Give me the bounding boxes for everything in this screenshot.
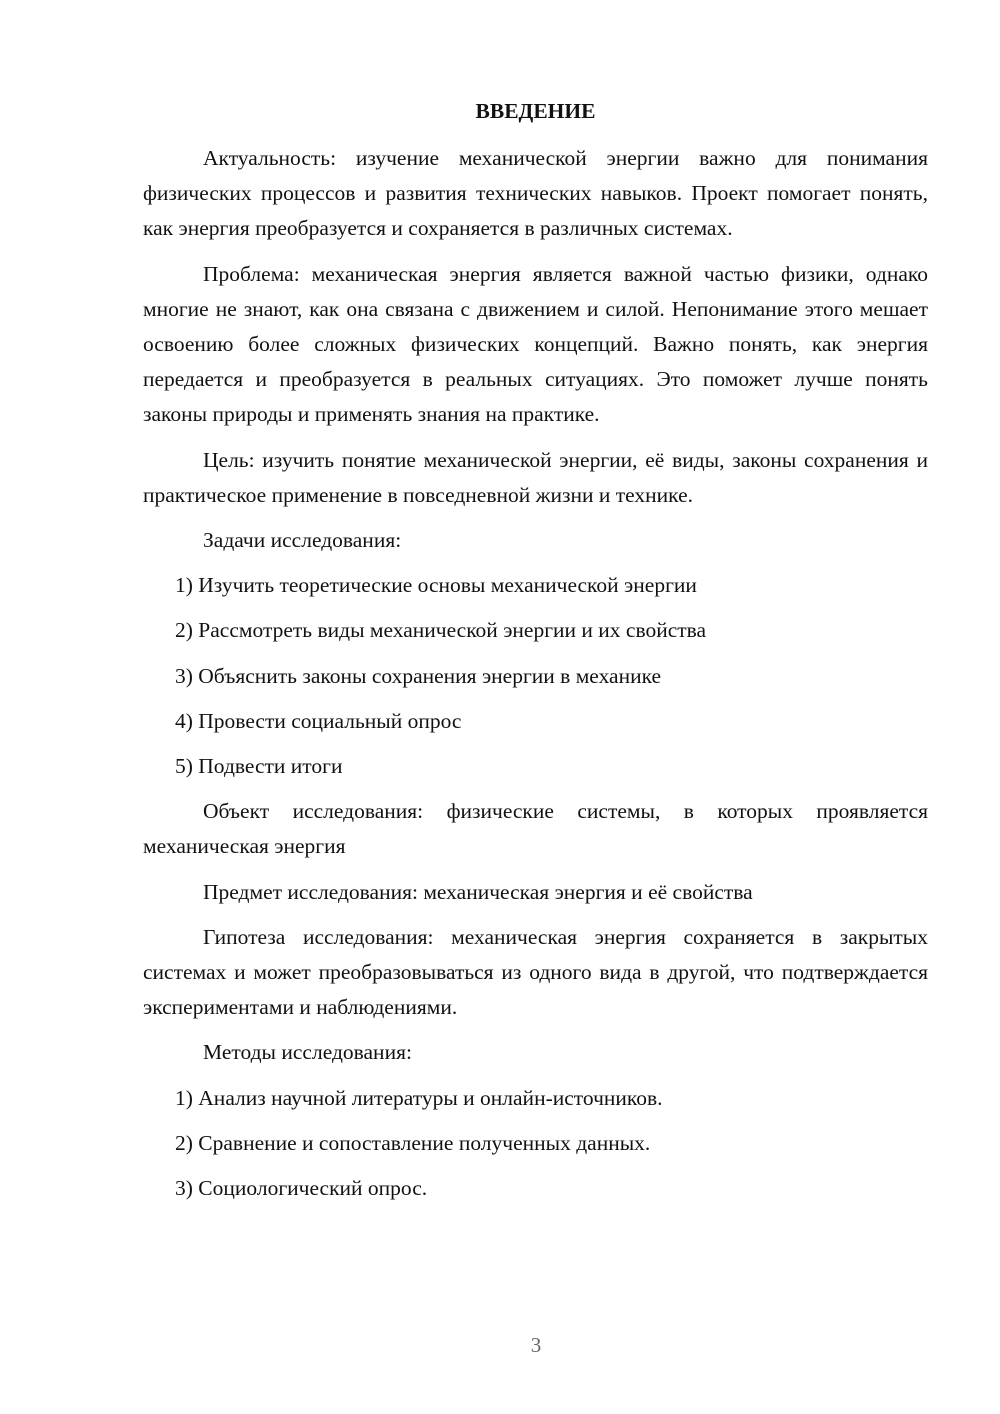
problem-paragraph: Проблема: механическая энергия является важной частью физики, однако многие не знают, как она связана с движением и силой. Непонимание этого мешает освоению более сложных физических концепций. Важно понять, как энергия передается и преобразуется в реальных ситуациях. Это поможет лучше понять законы природы и применять знания на практике. <box>143 261 928 427</box>
document-page <box>143 94 928 1216</box>
task-item-4: 4) Провести социальный опрос <box>175 708 462 733</box>
method-item-3: 3) Социологический опрос. <box>175 1176 428 1201</box>
task-item-2: 2) Рассмотреть виды механической энергии и их свойства <box>175 618 707 643</box>
page-number: 3 <box>530 1333 542 1357</box>
hypothesis-paragraph: Гипотеза исследования: механическая энергия сохраняется в закрытых системах и может преобразовываться из одного вида в другой, что подтверждается экспериментами и наблюдениями. <box>143 924 928 1020</box>
tasks-heading: Задачи исследования: <box>203 528 402 553</box>
method-item-1: 1) Анализ научной литературы и онлайн-источников. <box>175 1085 663 1110</box>
actuality-paragraph: Актуальность: изучение механической энергии важно для понимания физических процессов и развития технических навыков. Проект помогает понять, как энергия преобразуется и сохраняется в различных системах. <box>143 146 928 241</box>
section-title: ВВЕДЕНИЕ <box>475 99 596 123</box>
goal-paragraph: Цель: изучить понятие механической энергии, её виды, законы сохранения и практическое применение в повседневной жизни и технике. <box>143 447 928 507</box>
method-item-2: 2) Сравнение и сопоставление полученных данных. <box>175 1130 651 1155</box>
task-item-3: 3) Объяснить законы сохранения энергии в механике <box>175 663 662 688</box>
object-paragraph: Объект исследования: физические системы, в которых проявляется механическая энергия <box>143 799 928 859</box>
methods-heading: Методы исследования: <box>203 1040 412 1065</box>
task-item-1: 1) Изучить теоретические основы механической энергии <box>175 573 697 598</box>
task-item-5: 5) Подвести итоги <box>175 754 343 779</box>
subject-line: Предмет исследования: механическая энергия и её свойства <box>203 879 753 904</box>
